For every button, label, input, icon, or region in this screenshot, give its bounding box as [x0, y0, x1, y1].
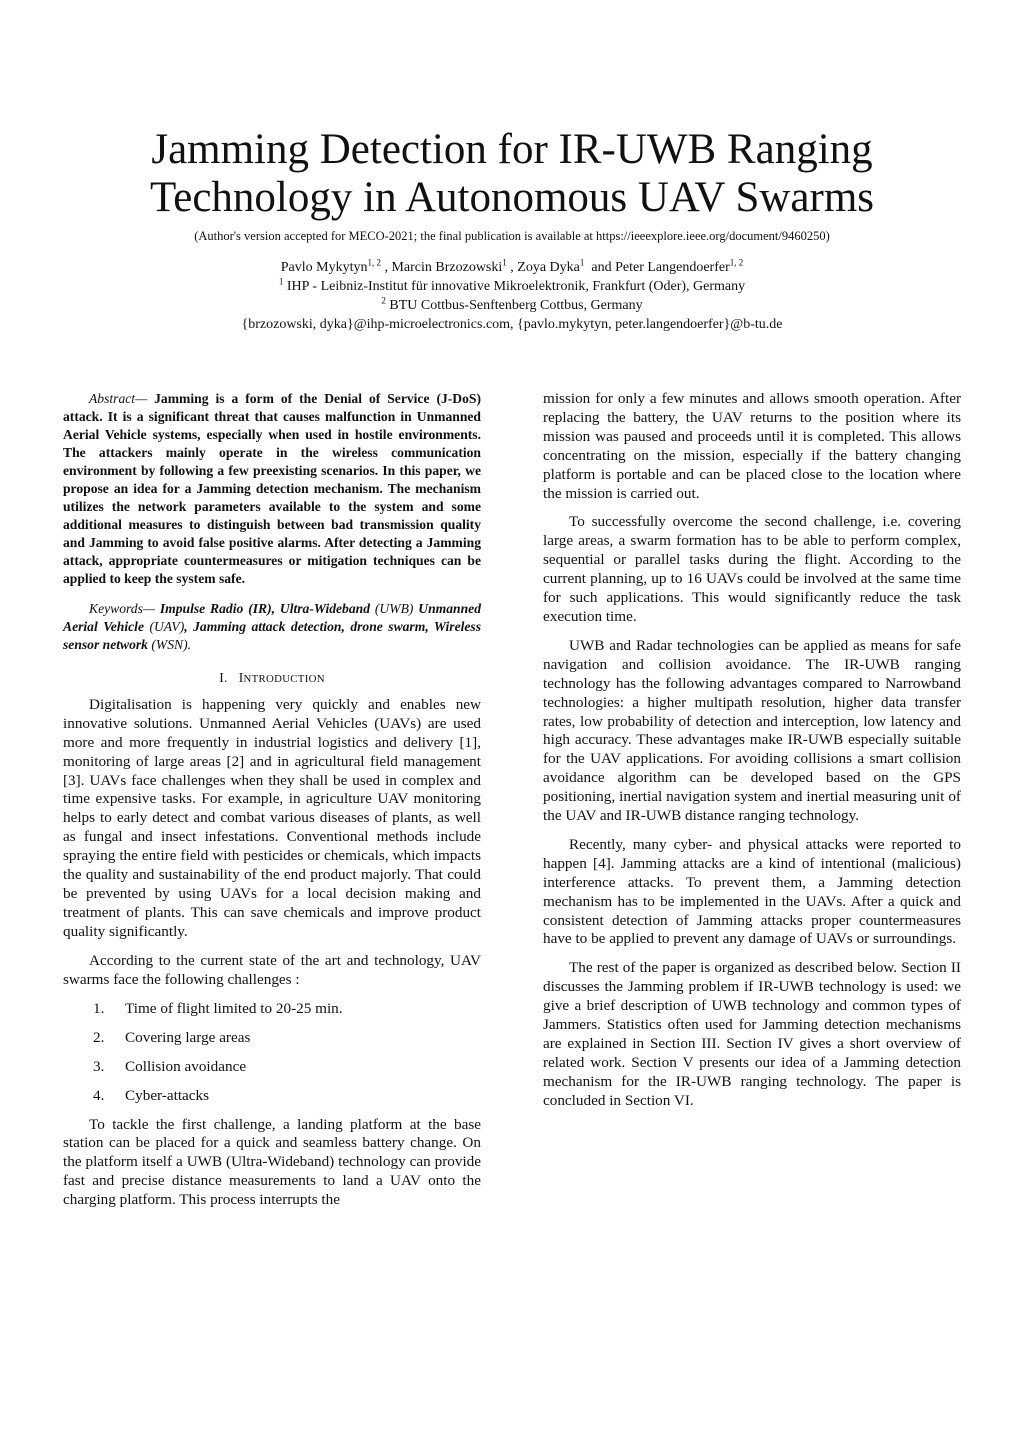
title-line-1: Jamming Detection for IR-UWB Ranging [151, 126, 873, 173]
list-number: 1. [93, 999, 105, 1017]
affiliation-text: IHP - Leibniz-Institut für innovative Mikroelektronik, Frankfurt (Oder), Germany [286, 279, 746, 294]
section-heading-introduction [63, 669, 481, 689]
author-affiliation-mark: 1 [579, 257, 585, 268]
body-paragraph: Digitalisation is happening very quickly and enables new innovative solutions. Unmanned Aerial Vehicles (UAVs) are used more and more frequently in industrial logistics and delivery [1], monitoring of large areas [2] and in agricultural field management [3]. UAVs face challenges when they shall be used in complex and time expensive tasks. For example, in agriculture UAV monitoring helps to early detect and combat various diseases of plants, as well as fungal and insect infestations. Conventional methods include spraying the entire field with pesticides or chemicals, which impacts the quality and sustainability of the end product majorly. That could be prevented by using UAVs for a local decision making and treatment of plants. This can save chemicals and improve product quality significantly. [63, 695, 481, 940]
abstract [63, 390, 481, 588]
abstract-label: Abstract— [89, 391, 148, 406]
keyword: Unmanned Aerial Vehicle [63, 601, 481, 634]
list-number: 4. [93, 1086, 105, 1104]
affiliation-2 [60, 296, 964, 315]
keyword: , Ultra-Wideband [271, 601, 371, 616]
body-paragraph: UWB and Radar technologies can be applied as means for safe navigation and collision avoidance. The IR-UWB ranging technology has the following advantages compared to Narrowband technologies: a higher multipath resolution, higher data transfer rates, low probability of detection and interception, low latency and high accuracy. These advantages make IR-UWB especially suitable for the UAV applications. For avoiding collisions a smart collision avoidance algorithm can be developed based on the GPS positioning, inertial navigation system and inertial measuring unit of the UAV and IR-UWB distance ranging technology. [543, 636, 961, 825]
keywords [63, 600, 481, 654]
author-emails: {brzozowski, dyka}@ihp-microelectronics.com, {pavlo.mykytyn, peter.langendoerfer}@b-tu.de [241, 317, 783, 332]
list-item [63, 1058, 481, 1087]
keyword: (UWB) [374, 601, 414, 616]
keyword: (WSN). [151, 637, 192, 652]
keywords-label: Keywords— [89, 601, 155, 616]
body-paragraph: mission for only a few minutes and allows smooth operation. After replacing the battery, the UAV returns to the position where its mission was paused and proceeds until it is completed. This allows concentrating on the mission, especially if the battery changing platform is portable and can be placed close to the location where the mission is carried out. [543, 390, 961, 502]
paper-title [60, 126, 964, 222]
list-text: Collision avoidance [125, 1057, 247, 1075]
affiliation-mark: 1 [278, 276, 284, 287]
author-block [60, 258, 964, 334]
keyword: (IR) [248, 601, 272, 616]
section-title-rest: NTRODUCTION [243, 673, 325, 685]
body-paragraph: The rest of the paper is organized as described below. Section II discusses the Jamming problem if IR-UWB technology is used: we give a brief description of UWB technology and common types of Jammers. Statistics often used for Jamming detection mechanisms are explained in Section III. Section IV gives a short overview of related work. Section V presents our idea of a Jamming detection mechanism for the IR-UWB ranging technology. The paper is concluded in Section VI. [543, 959, 961, 1109]
author-affiliation-mark: 1, 2 [729, 257, 744, 268]
list-number: 2. [93, 1028, 105, 1046]
list-item [63, 1000, 481, 1029]
list-number: 3. [93, 1057, 105, 1075]
body-paragraph: To tackle the first challenge, a landing platform at the base station can be placed for a quick and seamless battery change. On the platform itself a UWB (Ultra-Wideband) technology can provide fast and precise distance measurements to land a UAV onto the charging platform. This process interrupts the [63, 1115, 481, 1209]
keyword: , Wireless sensor network [63, 619, 481, 652]
body-paragraph: To successfully overcome the second challenge, i.e. covering large areas, a swarm formation has to be able to perform complex, sequential or parallel tasks during the flight. According to the current planning, up to 16 UAVs could be involved at the same time for such applications. This would significantly reduce the task execution time. [543, 513, 961, 625]
list-item [63, 1087, 481, 1116]
author-name: Pavlo Mykytyn [280, 260, 368, 275]
author-affiliation-mark: 1 [502, 257, 507, 268]
body-paragraph: Recently, many cyber- and physical attacks were reported to happen [4]. Jamming attacks are a kind of intentional (malicious) interference attacks. To prevent them, a Jamming detection mechanism has to be implemented in the UAVs. After a quick and consistent detection of Jamming attacks proper countermeasures have to be applied to prevent any damage of UAVs or surroundings. [543, 835, 961, 948]
affiliation-text: BTU Cottbus-Senftenberg Cottbus, Germany [389, 298, 643, 313]
affiliation-mark: 2 [381, 295, 386, 306]
keyword: , Jamming attack detection, drone swarm [184, 619, 426, 634]
keyword: (UAV) [149, 619, 185, 634]
author-affiliation-mark: 1, 2 [367, 257, 381, 268]
list-text: Cyber-attacks [125, 1086, 210, 1104]
list-item [63, 1029, 481, 1058]
author-name: , Marcin Brzozowski [384, 260, 503, 275]
author-list [60, 258, 964, 277]
abstract-text: Jamming is a form of the Denial of Service (J-DoS) attack. It is a significant threat that causes malfunction in Unmanned Aerial Vehicle systems, especially when used in hostile environments. The attackers mainly operate in the wireless communication environment by following a few preexisting scenarios. In this paper, we propose an idea for a Jamming detection mechanism. The mechanism utilizes the network parameters available to the system and some additional measures to distinguish between bad transmission quality and Jamming to avoid false positive alarms. After detecting a Jamming attack, appropriate countermeasures or mitigation techniques can be applied to keep the system safe. [63, 391, 481, 586]
version-note: (Author's version accepted for MECO-2021; the final publication is available at https://ieeexplore.ieee.org/document/9460250) [194, 229, 830, 243]
keyword: Impulse Radio [159, 601, 244, 616]
left-column [63, 390, 481, 1210]
author-name: , Zoya Dyka [510, 260, 580, 275]
section-title-initial: I [238, 670, 244, 685]
affiliation-1 [60, 277, 964, 296]
section-numeral: I. [219, 670, 228, 685]
list-text: Time of flight limited to 20-25 min. [125, 999, 343, 1017]
list-text: Covering large areas [125, 1028, 251, 1046]
challenges-list [63, 1000, 481, 1116]
right-column [543, 390, 961, 1111]
title-line-2: Technology in Autonomous UAV Swarms [149, 174, 875, 221]
author-name: and Peter Langendoerfer [591, 260, 730, 275]
body-paragraph: According to the current state of the art and technology, UAV swarms face the following challenges : [63, 951, 481, 988]
